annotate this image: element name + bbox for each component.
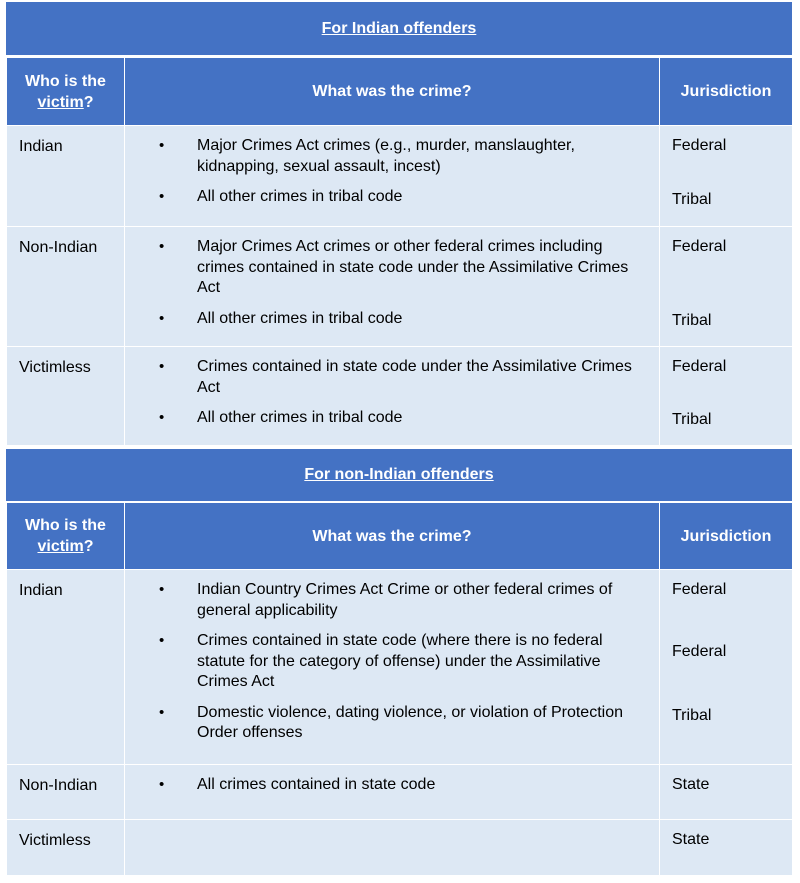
bullet-icon: • — [159, 409, 165, 426]
crime-cell — [125, 347, 660, 446]
crime-cell — [125, 820, 660, 876]
crime-cell — [125, 227, 660, 347]
section-title-indian-offenders — [6, 0, 792, 55]
bullet-icon: • — [159, 188, 165, 205]
header-victim-word: victim — [37, 93, 84, 111]
crime-bullet: • Indian Country Crimes Act Crime or other federal crimes of general applicability — [159, 580, 647, 621]
jurisdiction-value: Federal — [672, 581, 727, 598]
bullet-icon: • — [159, 632, 165, 649]
bullet-icon: • — [159, 358, 165, 375]
header-row — [7, 58, 793, 126]
table-non-indian-offenders — [6, 502, 793, 876]
header-jurisdiction: Jurisdiction — [660, 503, 793, 570]
table-row — [7, 570, 793, 765]
jurisdiction-cell — [660, 820, 793, 876]
crime-bullet: • All crimes contained in state code — [159, 775, 647, 796]
jurisdiction-cell — [660, 570, 793, 765]
victim-cell: Indian — [7, 126, 125, 227]
header-victim-text: Who is the — [25, 72, 106, 90]
crime-cell — [125, 570, 660, 765]
victim-cell: Non-Indian — [7, 227, 125, 347]
section-title-non-indian-offenders — [6, 447, 792, 501]
victim-cell: Non-Indian — [7, 765, 125, 820]
section-title-text: For Indian offenders — [321, 19, 477, 37]
jurisdiction-cell — [660, 765, 793, 820]
bullet-icon: • — [159, 703, 165, 721]
victim-cell: Indian — [7, 570, 125, 765]
crime-cell — [125, 765, 660, 820]
bullet-icon: • — [159, 238, 165, 255]
bullet-icon: • — [159, 776, 165, 793]
crime-bullet: • Major Crimes Act crimes or other federal crimes including crimes contained in state code under the Assimilative Crimes Act — [159, 237, 647, 299]
victim-cell: Victimless — [7, 820, 125, 876]
header-crime: What was the crime? — [125, 503, 660, 570]
jurisdiction-value: Tribal — [672, 191, 712, 208]
crime-bullet: • Domestic violence, dating violence, or violation of Protection Order offenses — [159, 703, 647, 744]
bullet-icon: • — [159, 581, 165, 598]
crime-bullet: • All other crimes in tribal code — [159, 408, 647, 429]
section-title-text: For non-Indian offenders — [304, 466, 494, 483]
jurisdiction-value: Federal — [672, 358, 727, 375]
jurisdiction-cell — [660, 227, 793, 347]
crime-bullet: • All other crimes in tribal code — [159, 309, 647, 330]
header-victim-text: Who is the — [25, 517, 106, 534]
crime-bullet: • All other crimes in tribal code — [159, 187, 647, 208]
table-row — [7, 126, 793, 227]
victim-cell: Victimless — [7, 347, 125, 446]
header-victim-qmark: ? — [83, 538, 94, 555]
crime-cell — [125, 126, 660, 227]
crime-bullet: • Crimes contained in state code (where there is no federal statute for the category of offense) under the Assimilative Crimes Act — [159, 631, 647, 693]
jurisdiction-cell — [660, 347, 793, 446]
jurisdiction-value: Federal — [672, 643, 727, 660]
jurisdiction-value: Tribal — [672, 411, 712, 428]
header-victim — [7, 58, 125, 126]
table-row — [7, 227, 793, 347]
header-victim-qmark: ? — [83, 93, 94, 111]
jurisdiction-value: State — [672, 776, 710, 793]
bullet-icon: • — [159, 137, 165, 154]
crime-bullet: • Crimes contained in state code under the Assimilative Crimes Act — [159, 357, 647, 398]
table-row — [7, 347, 793, 446]
header-crime: What was the crime? — [125, 58, 660, 126]
jurisdiction-value: State — [672, 831, 710, 848]
jurisdiction-cell — [660, 126, 793, 227]
header-victim — [7, 503, 125, 570]
jurisdiction-value: Tribal — [672, 312, 712, 329]
crime-bullet: • Major Crimes Act crimes (e.g., murder, manslaughter, kidnapping, sexual assault, incest) — [159, 136, 647, 177]
jurisdiction-value: Federal — [672, 238, 727, 255]
jurisdiction-value: Tribal — [672, 707, 712, 724]
jurisdiction-value: Federal — [672, 137, 727, 154]
table-row — [7, 820, 793, 876]
header-victim-word: victim — [37, 538, 84, 555]
table-row — [7, 765, 793, 820]
bullet-icon: • — [159, 309, 165, 327]
table-indian-offenders — [6, 57, 793, 446]
header-jurisdiction: Jurisdiction — [660, 58, 793, 126]
header-row — [7, 503, 793, 570]
